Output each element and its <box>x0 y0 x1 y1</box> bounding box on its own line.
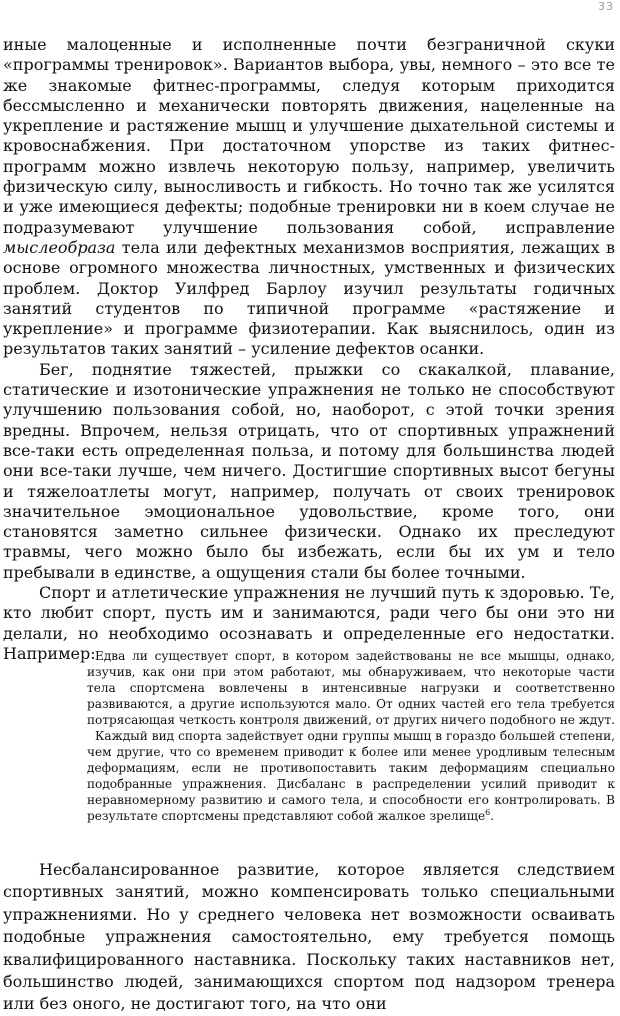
paragraph-4: Несбалансированное развитие, которое является следствием спортивных занятий, можно компенсировать только специальными упражнениями. Но у среднего человека нет возможности осваивать подобные упражнения самостоятельно, ему требуется помощь квалифицированного наставника. Поскольку таких наставников нет, большинство людей, занимающихся спортом под надзором тренера или без оного, не достигают того, на что они <box>3 860 615 1014</box>
paragraph-2: Бег, поднятие тяжестей, прыжки со скакалкой, плавание, статические и изотонические упражнения не только не способствуют улучшению пользования собой, но, наоборот, с этой точки зрения вредны. Впрочем, нельзя отрицать, что от спортивных упражнений все-таки есть определенная польза, и потому для большинства людей они все-таки лучше, чем ничего. Достигшие спортивных высот бегуны и тяжелоатлеты могут, например, получать от своих тренировок значительное эмоциональное удовольствие, кроме того, они становятся заметно сильнее физически. Однако их преследуют травмы, чего можно было бы избежать, если бы их ум и тело пребывали в единстве, а ощущения стали бы более точными. <box>3 359 615 582</box>
closing-text <box>3 859 615 1016</box>
footnote-marker: 6 <box>485 807 491 817</box>
paragraph-1 <box>3 35 615 360</box>
main-text <box>3 35 615 664</box>
paragraph-3: Спорт и атлетические упражнения не лучший путь к здоровью. Те, кто любит спорт, пусть им и занимаются, ради чего бы они это ни делали, но необходимо осознавать и определенные его недостатки. Например: <box>3 583 615 663</box>
page-number: 33 <box>598 0 614 13</box>
paragraph-1-text: иные малоценные и исполненные почти безграничной скуки «программы тренировок». Вариантов выбора, увы, немного – это все те же знакомые фитнес-программы, следуя которым приходится бессмысленно и механически повторять движения, нацеленные на укрепление и растяжение мышц и улучшение дыхательной системы и кровоснабжения. При достаточном упорстве из таких фитнес-программ можно извлечь некоторую пользу, например, увеличить физическую силу, выносливость и гибкость. Но точно так же усилятся и уже имеющиеся дефекты; подобные тренировки ни в коем случае не подразумевают улучшение пользования собой, исправление <box>3 35 615 237</box>
paragraph-1-text-end: тела или дефектных механизмов восприятия, лежащих в основе огромного множества личностных, умственных и физических проблем. Доктор Уилфред Барлоу изучил результаты годичных занятий студентов по типичной программе «растяжение и укрепление» и программе физиотерапии. Как выяснилось, один из результатов таких занятий – усиление дефектов осанки. <box>3 237 615 359</box>
block-quote <box>87 648 615 824</box>
quote-paragraph-1: Едва ли существует спорт, в котором задействованы не все мышцы, однако, изучив, как они при этом работают, мы обнаруживаем, что некоторые части тела спортсмена вовлечены в интенсивные нагрузки и соответственно развиваются, а другие используются мало. От одних частей его тела требуется потрясающая четкость контроля движений, от других ничего подобного не ждут. <box>87 649 616 727</box>
quote-paragraph-2-end: . <box>490 809 495 823</box>
paragraph-1-emphasis: мыслеобраза <box>3 237 116 257</box>
quote-paragraph-2 <box>87 728 615 824</box>
quote-paragraph-2-text: Каждый вид спорта задействует одни группы мышц в гораздо большей степени, чем другие, что со временем приводит к более или менее уродливым телесным деформациям, если не противопоставить таким деформациям специально подобранные упражнения. Дисбаланс в распределении усилий приводит к неравномерному развитию и самого тела, и способности его контролировать. В результате спортсмены представляют собой жалкое зрелище <box>87 729 615 823</box>
